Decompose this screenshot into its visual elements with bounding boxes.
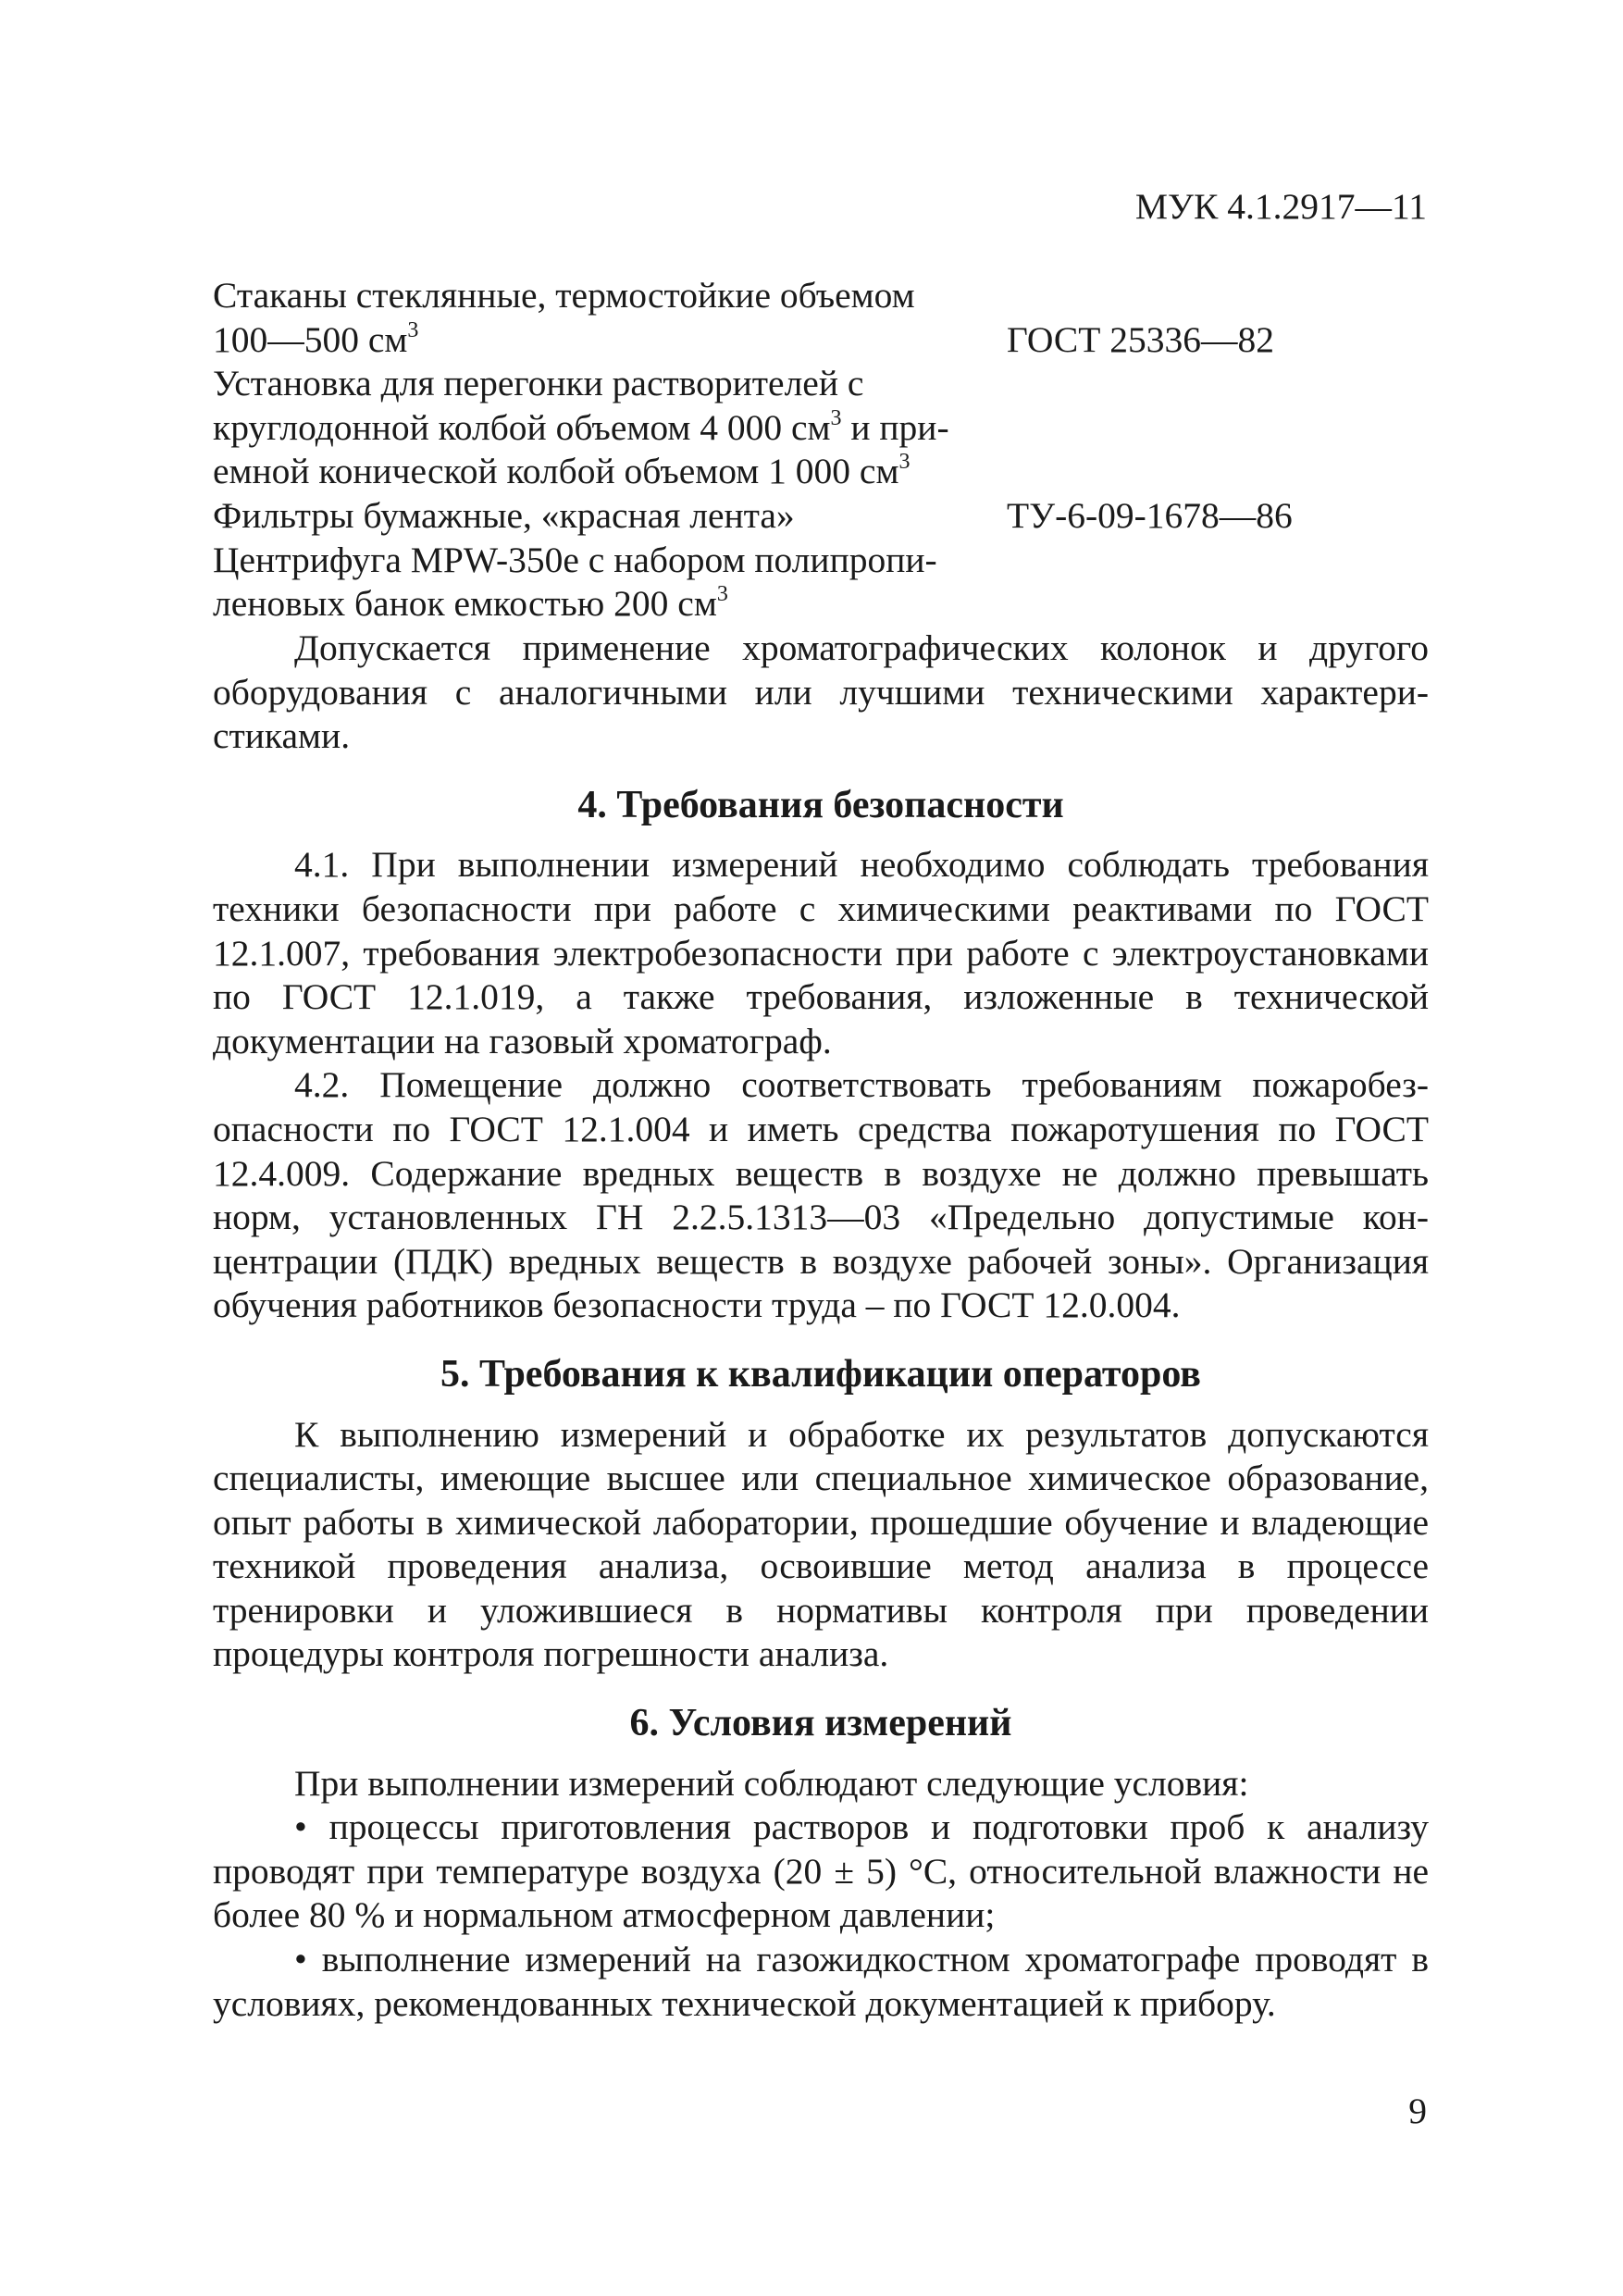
page-number: 9 [1408, 2091, 1427, 2131]
equipment-text: 100—500 $см^3$ [213, 317, 419, 360]
equipment-line-8 [213, 582, 1429, 627]
equipment-text: леновых банок емкостью 200 $см^3$ [213, 582, 728, 625]
equipment-line-4 [213, 406, 1429, 451]
equipment-list [213, 274, 1429, 627]
section-6-bullet-1: • процессы приготовления растворов и подготовки проб к анализу проводят при температуре воздуха (20 ± 5) °С, относительной влажности не более 80 % и нормальном атмосферном давлении; [213, 1806, 1429, 1936]
section-4-paragraph-1: 4.1. При выполнении измерений необходимо соблюдать требования техники безопасности при работе с химическими реактивами по ГОСТ 12.1.007, требования электробезопасности при работе с электроустановками по ГОСТ 12.1.019, а также требования, изложенные в технической документации на газовый хроматограф. [213, 844, 1429, 1061]
equipment-line-6 [213, 494, 1429, 539]
equipment-line-5 [213, 450, 1429, 494]
equipment-text: Установка для перегонки растворителей с [213, 363, 864, 404]
equipment-line-2 [213, 318, 1429, 363]
equipment-line-3 [213, 362, 1429, 406]
equipment-text: Фильтры бумажные, «красная лента» [213, 494, 795, 536]
equipment-standard: ТУ-6-09-1678—86 [1007, 494, 1293, 536]
section-5-title: 5. Требования к квалификации операторов [440, 1352, 1201, 1396]
equipment-text: Стаканы стеклянные, термостойкие объемом [213, 275, 915, 316]
section-6-title: 6. Условия измерений [629, 1702, 1012, 1745]
equipment-text: круглодонной колбой объемом 4 000 $см^3$ и при- [213, 405, 949, 448]
section-6-intro: При выполнении измерений соблюдают следующие условия: [294, 1762, 1249, 1804]
section-5-paragraph-1: К выполнению измерений и обработке их результатов допускаются специалисты, имеющие высшее или специальное химическое образование, опыт работы в химической лаборатории, прошедшие обучение и владеющие техникой проведения анализа, освоившие метод анализа в процессе тренировки и уложившиеся в нормативы контроля при проведении процедуры контроля погрешности анализа. [213, 1413, 1429, 1675]
equipment-text: емной конической колбой объемом 1 000 $см^3$ [213, 450, 911, 492]
equipment-note: Допускается применение хроматографических колонок и другого оборудования с аналогичными или лучшими техническими характеристиками. [213, 627, 1429, 757]
equipment-line-7 [213, 539, 1429, 583]
equipment-standard: ГОСТ 25336—82 [1007, 318, 1274, 360]
document-id-header: МУК 4.1.2917—11 [1134, 186, 1427, 227]
section-6-bullet-2: • выполнение измерений на газожидкостном хроматографе проводят в условиях, рекомендованных технической документацией к прибору. [213, 1939, 1429, 2024]
equipment-text: Центрифуга MPW-350e с набором полипропи- [213, 539, 937, 580]
document-body [213, 627, 1429, 2026]
equipment-line-1 [213, 274, 1429, 318]
section-4-title: 4. Требования безопасности [577, 783, 1064, 826]
section-4-paragraph-2: 4.2. Помещение должно соответствовать требованиям пожаробезопасности по ГОСТ 12.1.004 и иметь средства пожаротушения по ГОСТ 12.4.009. Содержание вредных веществ в воздухе не должно превышать норм, установленных ГН 2.2.5.1313—03 «Предельно допустимые концентрации (ПДК) вредных веществ в воздухе рабочей зоны». Организация обучения работников безопасности труда – по ГОСТ 12.0.004. [213, 1064, 1429, 1326]
